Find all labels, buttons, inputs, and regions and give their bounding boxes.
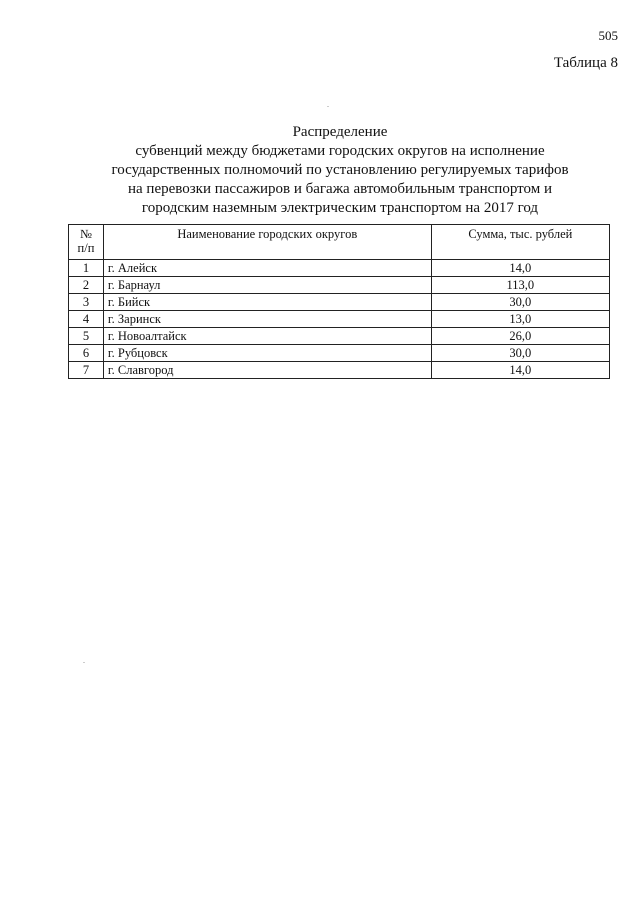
table-header-row (69, 225, 610, 260)
row-name: г. Алейск (103, 260, 431, 277)
scan-speck (327, 106, 329, 107)
row-num: 4 (69, 311, 104, 328)
row-name: г. Заринск (103, 311, 431, 328)
row-name: г. Барнаул (103, 277, 431, 294)
page-number: 505 (598, 28, 618, 43)
title-line: на перевозки пассажиров и багажа автомобильным транспортом и (128, 181, 552, 197)
title-line: государственных полномочий по установлению регулируемых тарифов (111, 162, 569, 178)
table-row (69, 362, 610, 379)
row-sum: 30,0 (431, 345, 609, 362)
row-name: г. Славгород (103, 362, 431, 379)
row-sum: 30,0 (431, 294, 609, 311)
header-num-line1: № (79, 227, 92, 241)
table-row (69, 345, 610, 362)
header-name: Наименование городских округов (103, 225, 431, 260)
table-row (69, 294, 610, 311)
subvention-table (68, 224, 610, 379)
header-sum: Сумма, тыс. рублей (431, 225, 609, 260)
row-num: 3 (69, 294, 104, 311)
row-num: 2 (69, 277, 104, 294)
row-sum: 14,0 (431, 362, 609, 379)
row-sum: 26,0 (431, 328, 609, 345)
row-num: 6 (69, 345, 104, 362)
header-num (69, 225, 104, 260)
row-sum: 13,0 (431, 311, 609, 328)
row-num: 5 (69, 328, 104, 345)
scan-speck (83, 662, 85, 663)
row-name: г. Рубцовск (103, 345, 431, 362)
row-name: г. Бийск (103, 294, 431, 311)
table-row (69, 277, 610, 294)
table-caption: Таблица 8 (553, 55, 618, 71)
table-row (69, 328, 610, 345)
table-row (69, 311, 610, 328)
header-num-line2: п/п (77, 241, 95, 255)
table-row (69, 260, 610, 277)
row-name: г. Новоалтайск (103, 328, 431, 345)
row-sum: 113,0 (431, 277, 609, 294)
row-sum: 14,0 (431, 260, 609, 277)
title-line: субвенций между бюджетами городских округов на исполнение (135, 143, 545, 159)
title-line: городским наземным электрическим транспортом на 2017 год (141, 200, 539, 216)
row-num: 1 (69, 260, 104, 277)
document-title (70, 123, 610, 218)
row-num: 7 (69, 362, 104, 379)
title-line: Распределение (292, 124, 388, 140)
